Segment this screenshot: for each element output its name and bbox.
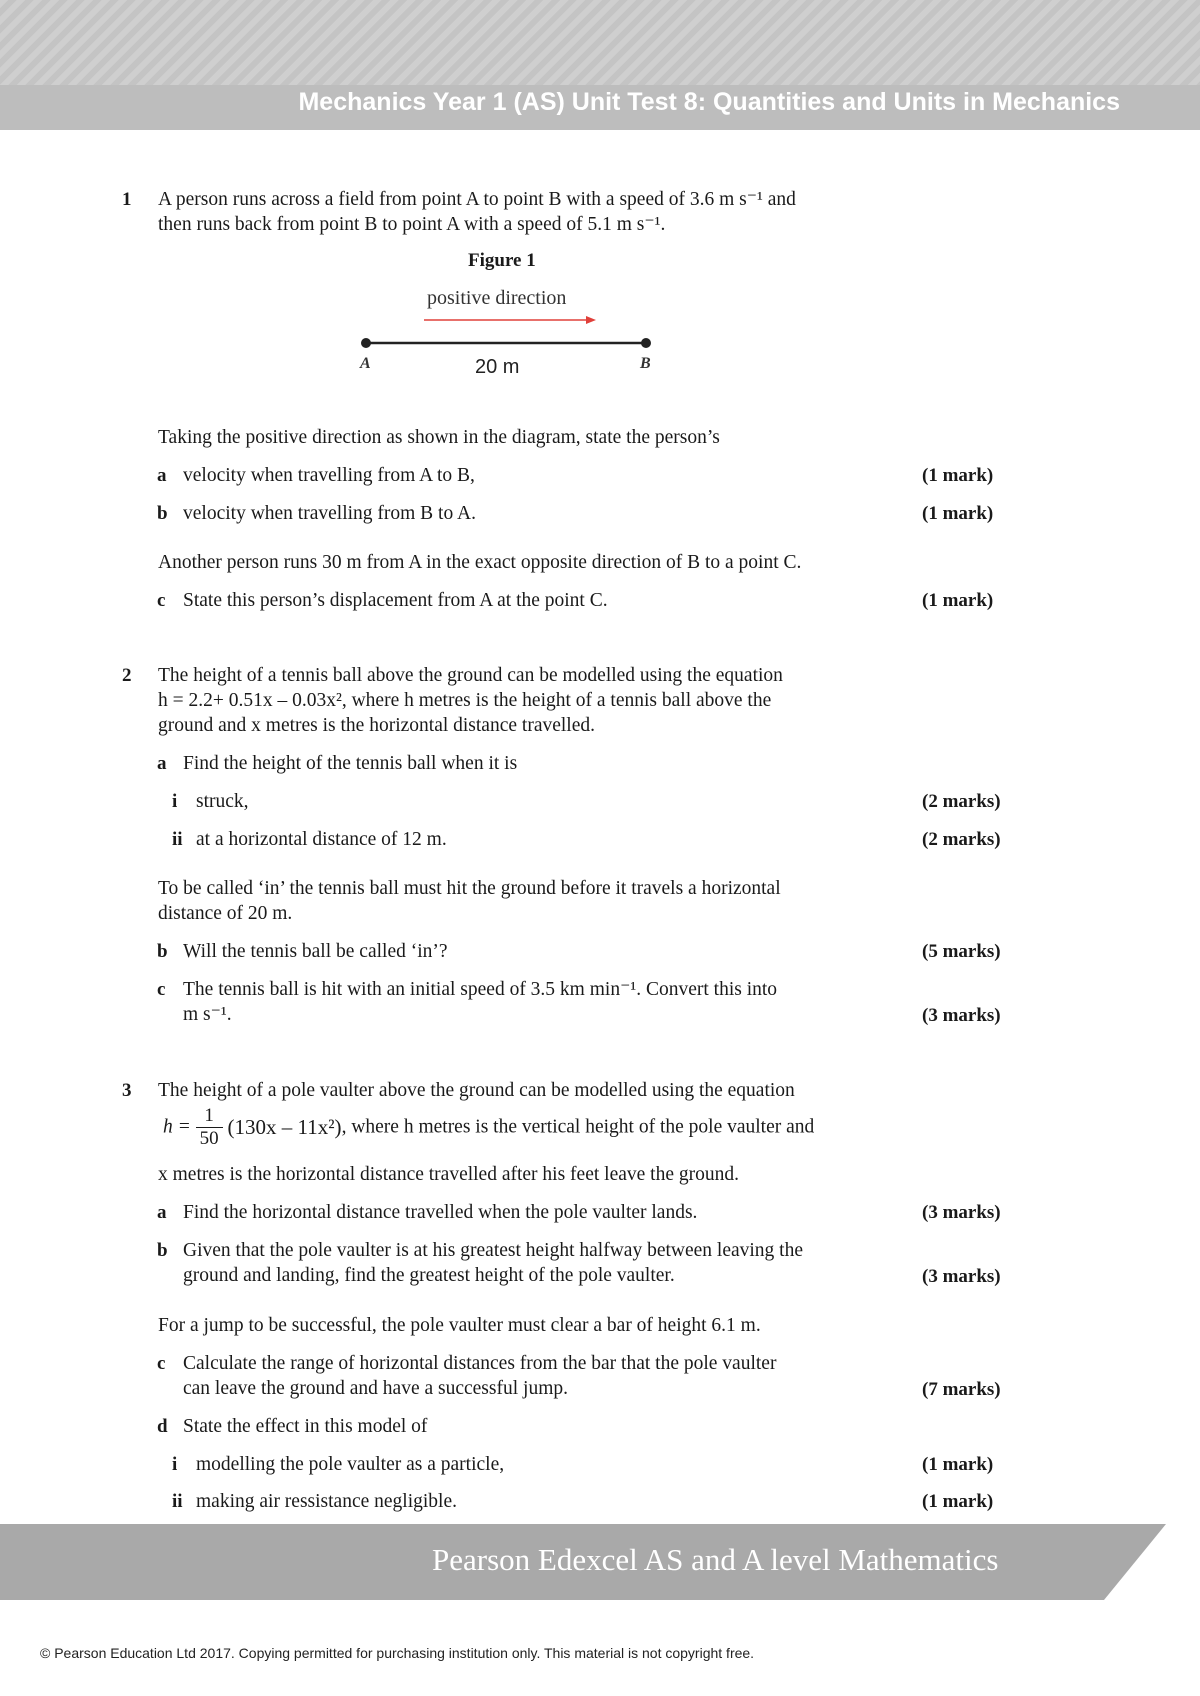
q1-part-c-text: State this person’s displacement from A at the point C.: [183, 590, 608, 611]
q1-part-a-text: velocity when travelling from A to B,: [183, 465, 475, 486]
q1-part-a-label: a: [157, 465, 167, 486]
q1-stem: Taking the positive direction as shown in the diagram, state the person’s: [158, 427, 720, 448]
fraction-numerator: 1: [196, 1105, 223, 1128]
arrow-head-icon: [586, 316, 596, 324]
q2-part-b-marks: (5 marks): [922, 941, 1001, 962]
q3-part-a-marks: (3 marks): [922, 1202, 1001, 1223]
page-title: Mechanics Year 1 (AS) Unit Test 8: Quantities and Units in Mechanics: [298, 88, 1120, 116]
q2-part-a-i-label: i: [172, 791, 178, 812]
q2-part-a-text: Find the height of the tennis ball when it is: [183, 753, 518, 774]
equation-lhs: h =: [163, 1116, 191, 1138]
q3-part-a-text: Find the horizontal distance travelled when the pole vaulter lands.: [183, 1202, 698, 1223]
q1-intro-line-2: then runs back from point B to point A with a speed of 5.1 m s⁻¹.: [158, 214, 666, 235]
q2-part-c-label: c: [157, 979, 166, 1000]
q2-part-b-label: b: [157, 941, 168, 962]
q3-part-d-i-marks: (1 mark): [922, 1454, 994, 1475]
q2-part-a-i-marks: (2 marks): [922, 791, 1001, 812]
point-a-dot: [361, 338, 371, 348]
q3-part-d-ii-label: ii: [172, 1491, 183, 1512]
q2-part-a-i-text: struck,: [196, 791, 249, 812]
q3-paragraph-2: For a jump to be successful, the pole vaulter must clear a bar of height 6.1 m.: [158, 1315, 761, 1336]
figure-1-title: Figure 1: [468, 250, 536, 271]
distance-label: 20 m: [475, 356, 520, 378]
q3-part-b-text-line-2: ground and landing, find the greatest height of the pole vaulter.: [183, 1265, 675, 1286]
copyright-notice: © Pearson Education Ltd 2017. Copying permitted for purchasing institution only. This material is not copyright free.: [40, 1645, 755, 1661]
q2-paragraph-2-line-2: distance of 20 m.: [158, 903, 293, 924]
q3-part-a-label: a: [157, 1202, 167, 1223]
equation-body: (130x – 11x²): [227, 1115, 342, 1139]
q3-part-b-text-line-1: Given that the pole vaulter is at his greatest height halfway between leaving the: [183, 1240, 804, 1261]
q2-intro-line-1: The height of a tennis ball above the ground can be modelled using the equation: [158, 665, 783, 686]
q3-part-d-ii-marks: (1 mark): [922, 1491, 994, 1512]
q3-part-b-marks: (3 marks): [922, 1266, 1001, 1287]
q2-part-a-ii-label: ii: [172, 829, 183, 850]
q2-part-c-text-line-2: m s⁻¹.: [183, 1004, 232, 1025]
q2-paragraph-2-line-1: To be called ‘in’ the tennis ball must hit the ground before it travels a horizontal: [158, 878, 781, 899]
positive-direction-label: positive direction: [427, 287, 567, 309]
q3-part-c-text-line-1: Calculate the range of horizontal distances from the bar that the pole vaulter: [183, 1353, 777, 1374]
q3-part-d-i-text: modelling the pole vaulter as a particle,: [196, 1454, 505, 1475]
q1-part-c-marks: (1 mark): [922, 590, 994, 611]
q3-part-c-marks: (7 marks): [922, 1379, 1001, 1400]
point-b-dot: [641, 338, 651, 348]
q3-part-b-label: b: [157, 1240, 168, 1261]
q1-part-b-marks: (1 mark): [922, 503, 994, 524]
q3-part-d-i-label: i: [172, 1454, 178, 1475]
q1-part-c-label: c: [157, 590, 166, 611]
q2-part-c-marks: (3 marks): [922, 1005, 1001, 1026]
q1-part-a-marks: (1 mark): [922, 465, 994, 486]
fraction-denominator: 50: [199, 1128, 219, 1149]
question-1-number: 1: [122, 189, 132, 210]
q3-intro-line-3: x metres is the horizontal distance travelled after his feet leave the ground.: [158, 1164, 739, 1185]
q1-paragraph-2: Another person runs 30 m from A in the exact opposite direction of B to a point C.: [158, 552, 802, 573]
footer-brand: Pearson Edexcel AS and A level Mathematics: [432, 1542, 999, 1577]
q2-intro-line-3: ground and x metres is the horizontal distance travelled.: [158, 715, 595, 736]
q3-part-d-ii-text: making air ressistance negligible.: [196, 1491, 458, 1512]
q3-intro-line-2-rest: , where h metres is the vertical height of the pole vaulter and: [341, 1116, 815, 1138]
question-3-number: 3: [122, 1080, 132, 1101]
equation-fraction: [196, 1105, 223, 1150]
q2-part-a-ii-text: at a horizontal distance of 12 m.: [196, 829, 447, 850]
q2-part-a-ii-marks: (2 marks): [922, 829, 1001, 850]
question-2-number: 2: [122, 665, 132, 686]
q2-intro-line-2: h = 2.2+ 0.51x – 0.03x², where h metres is the height of a tennis ball above the: [158, 690, 772, 711]
q2-part-c-text-line-1: The tennis ball is hit with an initial speed of 3.5 km min⁻¹. Convert this into: [183, 979, 778, 1000]
q3-part-c-label: c: [157, 1353, 166, 1374]
q3-part-c-text-line-2: can leave the ground and have a successful jump.: [183, 1378, 568, 1399]
q3-equation-line: [163, 1105, 814, 1150]
q3-part-d-label: d: [157, 1416, 168, 1437]
q2-part-b-text: Will the tennis ball be called ‘in’?: [183, 941, 448, 962]
point-b-label: B: [640, 355, 651, 372]
point-a-label: A: [360, 355, 371, 372]
q1-intro-line-1: A person runs across a field from point A to point B with a speed of 3.6 m s⁻¹ and: [158, 189, 796, 210]
q2-part-a-label: a: [157, 753, 167, 774]
q3-intro-line-1: The height of a pole vaulter above the ground can be modelled using the equation: [158, 1080, 795, 1101]
q1-part-b-label: b: [157, 503, 168, 524]
q3-part-d-text: State the effect in this model of: [183, 1416, 428, 1437]
q1-part-b-text: velocity when travelling from B to A.: [183, 503, 476, 524]
